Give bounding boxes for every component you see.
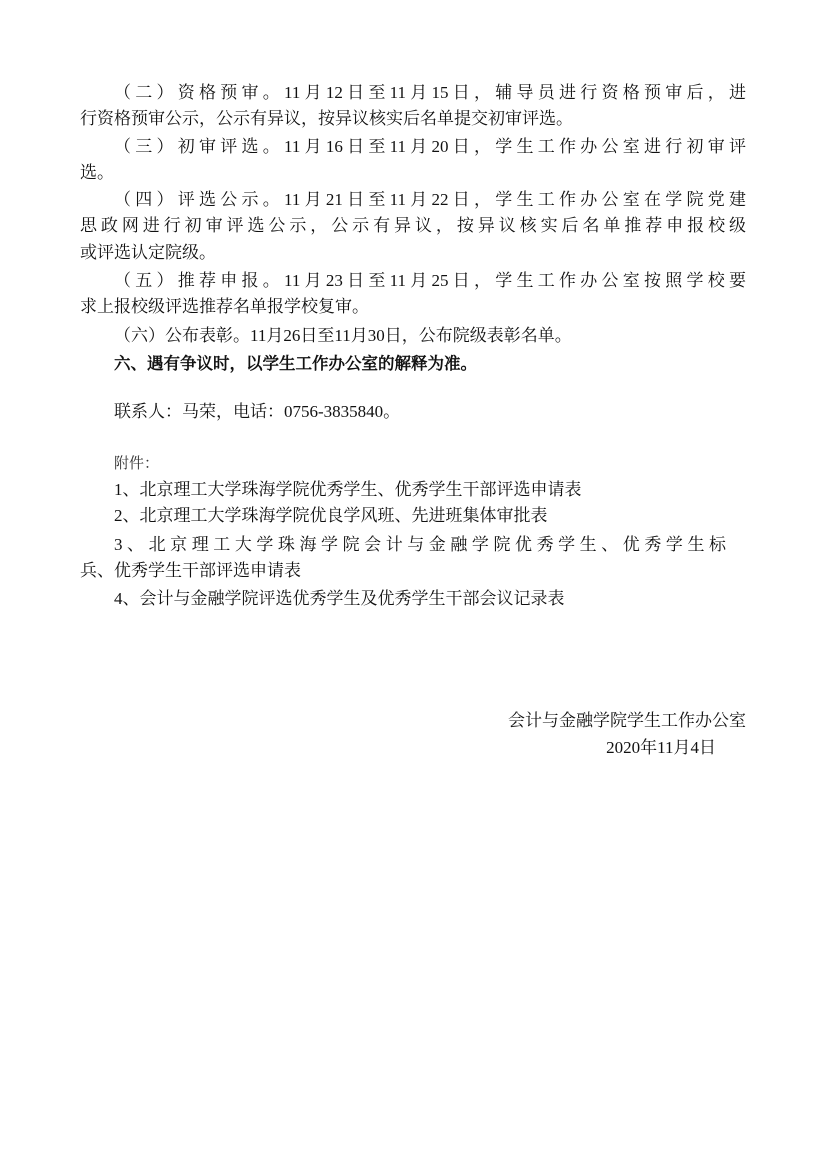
paragraph-initial-review-line2: 选。 xyxy=(80,163,114,182)
contact-info: 联系人：马荣，电话：0756-3835840。 xyxy=(114,402,401,421)
attachment-item-3-line2: 兵、优秀学生干部评选申请表 xyxy=(80,561,301,580)
attachments-label: 附件： xyxy=(114,456,160,472)
paragraph-qualification-line1: （二）资格预审。11月12日至11月15日，辅导员进行资格预审后，进 xyxy=(114,83,746,102)
paragraph-initial-review-line1: （三）初审评选。11月16日至11月20日，学生工作办公室进行初审评 xyxy=(114,137,746,156)
paragraph-recommend-line1: （五）推荐申报。11月23日至11月25日，学生工作办公室按照学校要 xyxy=(114,271,746,290)
attachment-item-4: 4、会计与金融学院评选优秀学生及优秀学生干部会议记录表 xyxy=(114,589,565,608)
attachment-item-1: 1、北京理工大学珠海学院优秀学生、优秀学生干部评选申请表 xyxy=(114,480,582,499)
signature-office: 会计与金融学院学生工作办公室 xyxy=(508,711,746,730)
paragraph-announce: （六）公布表彰。11月26日至11月30日，公布院级表彰名单。 xyxy=(114,326,572,345)
paragraph-recommend-line2: 求上报校级评选推荐名单报学校复审。 xyxy=(80,297,369,316)
attachment-item-2: 2、北京理工大学珠海学院优良学风班、先进班集体审批表 xyxy=(114,506,548,525)
paragraph-qualification-line2: 行资格预审公示，公示有异议，按异议核实后名单提交初审评选。 xyxy=(80,109,573,128)
signature-date: 2020年11月4日 xyxy=(606,738,716,757)
paragraph-publicity-line3: 或评选认定院级。 xyxy=(80,243,216,262)
paragraph-publicity-line1: （四）评选公示。11月21日至11月22日，学生工作办公室在学院党建 xyxy=(114,190,746,209)
paragraph-publicity-line2: 思政网进行初审评选公示，公示有异议，按异议核实后名单推荐申报校级 xyxy=(80,216,746,235)
section-heading-disputes: 六、遇有争议时，以学生工作办公室的解释为准。 xyxy=(114,354,477,373)
attachment-item-3-line1: 3、北京理工大学珠海学院会计与金融学院优秀学生、优秀学生标 xyxy=(114,535,726,554)
